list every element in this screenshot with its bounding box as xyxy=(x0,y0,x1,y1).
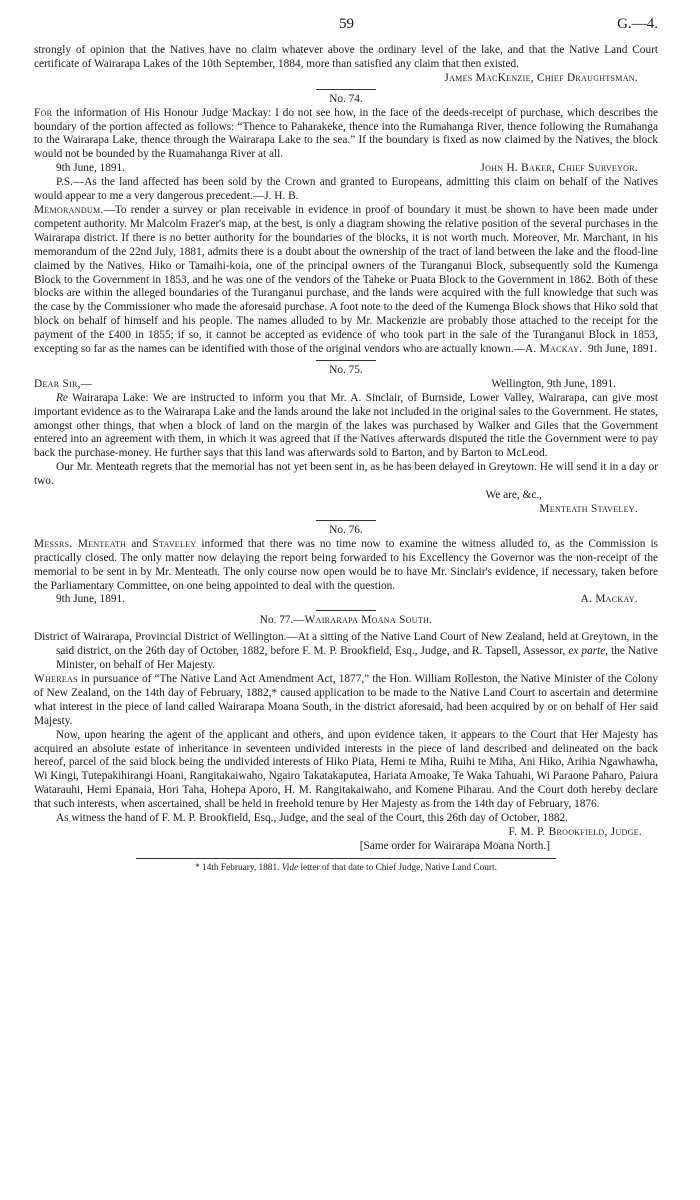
no77-signature: F. M. P. Brookfield, Judge. xyxy=(508,825,642,838)
memorandum-lead: Memorandum. xyxy=(34,203,104,216)
no74-date: 9th June, 1891. xyxy=(56,162,126,175)
memorandum-date: 9th June, 1891. xyxy=(588,343,658,356)
no75-salutation: Dear Sir,— xyxy=(34,377,93,390)
no77-now-paragraph: Now, upon hearing the agent of the applicant and others, and upon evidence taken, it appears to the Court that Her Majesty has acquired an absolute estate of inheritance in seventeen undivided interests in the piece of land described and delineated on the back hereof, parcel of the said block being the undivided interests of Hiko Piata, Hemi te Miha, Ruihi te Miha, Ani Hiko, Arihia Ngawhawha, Wi Kingi, Tutepakihirangi Hoani, Rangitakaiwaho, Ngairo Takatakaputea, Hariata Amoake, Te Waka Tahuahi, Wi Paraone Paharo, Paiura Watarauhi, Hemi Epanaia, Hori Taha, Hohepa Aporo, H. M. Rangitakaiwaho, and Komene Piharau. And the Court doth hereby declare that such interests, when ascertained, shall be held in freehold tenure by Her Majesty as from the 14th day of February, 1876. xyxy=(34,728,658,811)
no75-place-date: Wellington, 9th June, 1891. xyxy=(491,377,616,390)
no76-date-signature-row xyxy=(34,593,658,607)
no74-date-signature-row xyxy=(34,162,658,176)
footnote-vide: Vide xyxy=(281,862,299,873)
page-number: 59 xyxy=(339,16,354,32)
no75-paragraph-1 xyxy=(34,392,658,462)
memorandum-signature: A. Mackay. xyxy=(524,343,583,356)
no75-re: Re xyxy=(56,391,68,404)
no74-signature: John H. Baker, Chief Surveyor. xyxy=(480,162,638,175)
no77-whereas-paragraph xyxy=(34,673,658,729)
no77-heading xyxy=(34,614,658,628)
no77-district-2: , the Native Minister, on behalf of Her Majesty. xyxy=(56,645,658,672)
page-header xyxy=(34,18,658,44)
section-divider xyxy=(316,520,376,521)
no75-heading: No. 75. xyxy=(329,363,363,376)
no76-and: and xyxy=(126,537,153,550)
no77-whereas-lead: Whereas xyxy=(34,672,78,685)
no77-heading-number: No. 77.— xyxy=(259,614,305,627)
no77-heading-title: Wairarapa Moana South. xyxy=(304,614,433,627)
no76-signature: A. Mackay. xyxy=(580,593,638,606)
footnote xyxy=(34,862,658,874)
no75-signature: Menteath Staveley. xyxy=(539,503,638,515)
no77-district-paragraph xyxy=(34,631,658,673)
no77-ex-parte: ex parte xyxy=(568,645,606,658)
no74-heading: No. 74. xyxy=(329,92,363,105)
no77-same-order: [Same order for Wairarapa Moana North.] xyxy=(359,839,550,852)
no76-heading: No. 76. xyxy=(329,523,363,536)
no75-body-1: Wairarapa Lake: We are instructed to inform you that Mr. A. Sinclair, of Burnside, Lower Valley, Wairarapa, can give most important evidence as to the Wairarapa Lake and the lands around the lake not included in the original sales to the Government. He states, amongst other things, that when a block of land on the margin of the lakes was purchased by Walker and Giles that the Government entered into an agreement with them, in which it was agreed that if the Natives afterwards disputed the title the Government were to pay back the purchase-money. He further says that this land was afterwards sold to Barton, and by Barton to McLeod. xyxy=(34,391,658,460)
no75-paragraph-2: Our Mr. Menteath regrets that the memorial has not yet been sent in, as he has been delayed in Greytown. He will send it in a day or two. xyxy=(34,461,658,488)
no77-whereas-body: in pursuance of “The Native Land Act Amendment Act, 1877,” the Hon. William Rolleston, the Native Minister of the Colony of New Zealand, on the 14th day of February, 1882,* caused application to be made to the Native Land Court to ascertain and determine what interest in the piece of land called Wairarapa Moana South, in the district aforesaid, had been acquired by or on behalf of Her said Majesty. xyxy=(34,672,658,727)
no76-lead-2: Staveley xyxy=(152,537,197,550)
no74-lead: For xyxy=(34,106,53,119)
no77-witness-paragraph: As witness the hand of F. M. P. Brookfield, Esq., Judge, and the seal of the Court, this 26th day of October, 1882. xyxy=(56,812,568,825)
section-divider xyxy=(316,360,376,361)
no76-paragraph xyxy=(34,538,658,594)
no75-closing: We are, &c., xyxy=(485,489,542,502)
memorandum-paragraph xyxy=(34,204,658,357)
footnote-divider xyxy=(136,858,556,859)
footnote-text-1: * 14th February, 1881. xyxy=(195,862,282,873)
opening-signature: James MacKenzie, Chief Draughtsman. xyxy=(444,71,638,84)
section-divider xyxy=(316,89,376,90)
section-divider xyxy=(316,610,376,611)
document-code: G.—4. xyxy=(617,16,658,32)
no76-body: informed that there was no time now to examine the witness alluded to, as the Commission is practically closed. The only matter now delaying the report being forwarded to his Excellency the Governor was the non-receipt of the memorial to be sent in by Mr. Menteath. The only course now open would be to have Mr. Sinclair's evidence, if necessary, taken before the Parliamentary Committee, on one being appointed to deal with the question. xyxy=(34,537,658,592)
footnote-text-2: letter of that date to Chief Judge, Native Land Court. xyxy=(298,862,497,873)
no76-lead-1: Messrs. Menteath xyxy=(34,537,127,550)
no74-postscript: P.S.—As the land affected has been sold by the Crown and granted to Europeans, admitting this claim on behalf of the Natives would appear to me a very dangerous precedent.—J. H. B. xyxy=(34,176,658,203)
no77-district-1: District of Wairarapa, Provincial District of Wellington.—At a sitting of the Native Land Court of New Zealand, held at Greytown, in the said district, on the 26th day of October, 1882, before F. M. P. Brookfield, Esq., Judge, and R. Tapsell, Assessor, xyxy=(34,631,658,658)
no74-paragraph xyxy=(34,107,658,163)
no75-salutation-row xyxy=(34,378,658,392)
memorandum-body: —To render a survey or plan receivable in evidence in proof of boundary it must be shown to have been made under competent authority. Mr Malcolm Frazer's map, at the best, is only a diagram showing the relative position of the several purchases in the Wairarapa district. If there is no better authority for the boundaries of the blocks, it is not worth much. Moreover, Mr. Marchant, in his memorandum of the 22nd July, 1881, admits there is a doubt about the ownership of the tract of land between the lake and the flood-line claimed by the Natives. Hiko or Tamaihi-koia, one of the principal owners of the Turanganui Block, subsequently sold the Kumenga Block to the Government in 1853, and he was one of the vendors of the Taheke or Puata Block to the Government in 1862. Both of these blocks are within the alleged boundaries of the Turanganui purchase, and the lands were acquired with the full knowledge that such was the case by the Commissioner who made the aforesaid purchase. A foot note to the deed of the Kumenga Block shows that Hiko sold that block on behalf of himself and his people. The names alluded to by Mr. Mackenzie are probably those attached to the receipt for the payment of the £400 in 1855; if so, it cannot be accepted as evidence of who took part in the sale of the Turanganui Block in 1853, excepting so far as the names can be identified with those of the original vendors who are actually known.— xyxy=(34,203,658,356)
opening-paragraph: strongly of opinion that the Natives have no claim whatever above the ordinary level of the lake, and that the Native Land Court certificate of Wairarapa Lakes of the 10th September, 1884, more than satisfied any claim that then existed. xyxy=(34,44,658,70)
no76-date: 9th June, 1891. xyxy=(56,593,126,606)
no74-body: the information of His Honour Judge Mackay: I do not see how, in the face of the deeds-receipt of purchase, which describes the boundary of the portion affected as follows: “Thence to Paharakeke, thence into the Rumahanga River, thence following the Rumahanga to the Wairarapa Lake, thence through the Wairarapa Lake to the sea.” If the boundary is fixed as now claimed by the Natives, the block would not be bounded by the Ruamahanga River at all. xyxy=(34,106,658,161)
